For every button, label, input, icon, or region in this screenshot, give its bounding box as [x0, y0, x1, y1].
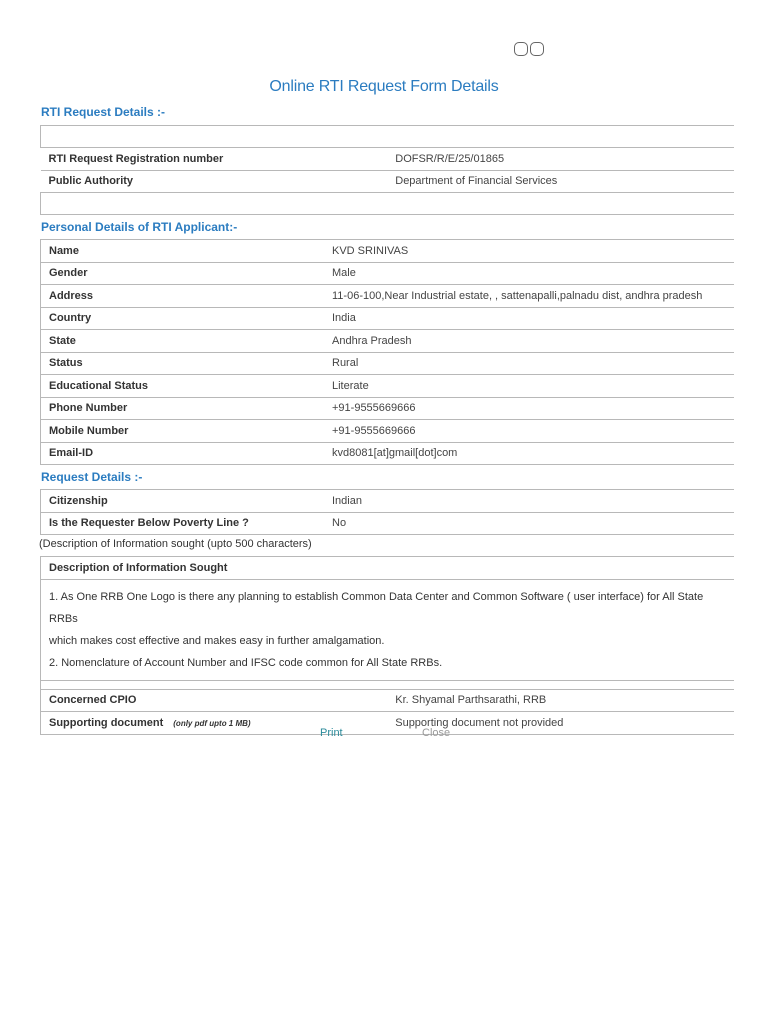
field-value: DOFSR/R/E/25/01865: [387, 148, 734, 171]
table-row-blank: [41, 126, 735, 148]
field-label: Is the Requester Below Poverty Line ?: [41, 512, 325, 535]
table-row: [41, 442, 735, 465]
field-label: Status: [41, 352, 325, 375]
field-value: Literate: [324, 375, 734, 398]
field-value: KVD SRINIVAS: [324, 240, 734, 263]
table-row: [41, 148, 735, 171]
table-row: [41, 680, 735, 689]
description-line: which makes cost effective and makes easy in further amalgamation.: [49, 634, 385, 647]
table-row: [41, 490, 735, 513]
table-row: [41, 712, 735, 735]
field-label: State: [41, 330, 325, 353]
table-row: [41, 330, 735, 353]
table-row: [41, 689, 735, 712]
field-value: +91-9555669666: [324, 397, 734, 420]
supporting-note: (only pdf upto 1 MB): [173, 718, 251, 728]
description-line: 1. As One RRB One Logo is there any planning to establish Common Data Center and Common Software ( user interface) for All State RRBs: [49, 590, 704, 625]
field-label: Email-ID: [41, 442, 325, 465]
table-row: [41, 352, 735, 375]
table-row: [41, 262, 735, 285]
field-label: RTI Request Registration number: [41, 148, 388, 171]
description-note: (Description of Information sought (upto 500 characters): [39, 538, 312, 550]
description-table: [40, 556, 734, 735]
field-label: Public Authority: [41, 170, 388, 193]
table-row: [41, 375, 735, 398]
field-label: Country: [41, 307, 325, 330]
request-details-table: [40, 489, 734, 535]
top-icons: [514, 42, 544, 56]
rounded-square-icon: [514, 42, 528, 56]
field-value: +91-9555669666: [324, 420, 734, 443]
field-value: No: [324, 512, 734, 535]
section-request-details: Request Details :-: [41, 470, 143, 484]
rounded-square-icon: [530, 42, 544, 56]
print-button[interactable]: Print: [320, 727, 343, 739]
table-row: [41, 397, 735, 420]
table-row: [41, 557, 735, 580]
field-value: kvd8081[at]gmail[dot]com: [324, 442, 734, 465]
field-value: Rural: [324, 352, 734, 375]
field-label: Educational Status: [41, 375, 325, 398]
field-value: 11-06-100,Near Industrial estate, , sattenapalli,palnadu dist, andhra pradesh: [324, 285, 734, 308]
table-row: [41, 170, 735, 193]
field-value: Department of Financial Services: [387, 170, 734, 193]
supporting-label: Supporting document: [49, 716, 164, 729]
blank-cell: [41, 126, 735, 148]
field-value: Indian: [324, 490, 734, 513]
table-row: [41, 512, 735, 535]
table-row: [41, 579, 735, 680]
field-label: Address: [41, 285, 325, 308]
field-value: India: [324, 307, 734, 330]
table-row: [41, 240, 735, 263]
close-button[interactable]: Close: [422, 727, 451, 739]
field-label: Phone Number: [41, 397, 325, 420]
blank-cell: [41, 193, 735, 215]
section-rti-request: RTI Request Details :-: [41, 105, 166, 119]
section-personal-details: Personal Details of RTI Applicant:-: [41, 220, 238, 234]
description-line: 2. Nomenclature of Account Number and IFSC code common for All State RRBs.: [49, 656, 443, 669]
field-value: Supporting document not provided: [387, 712, 734, 735]
rti-request-table: [40, 125, 734, 215]
field-value: Kr. Shyamal Parthsarathi, RRB: [387, 689, 734, 712]
field-value: Male: [324, 262, 734, 285]
field-label: Name: [41, 240, 325, 263]
field-value: Andhra Pradesh: [324, 330, 734, 353]
description-text: [41, 579, 735, 680]
personal-details-table: [40, 239, 734, 465]
table-row: [41, 285, 735, 308]
field-label: Concerned CPIO: [41, 689, 388, 712]
table-row: [41, 307, 735, 330]
spacer-cell: [41, 680, 735, 689]
field-label: Mobile Number: [41, 420, 325, 443]
table-row-blank: [41, 193, 735, 215]
table-row: [41, 420, 735, 443]
field-label: Citizenship: [41, 490, 325, 513]
description-header: Description of Information Sought: [41, 557, 735, 580]
page-title: Online RTI Request Form Details: [269, 78, 499, 95]
field-label: Gender: [41, 262, 325, 285]
